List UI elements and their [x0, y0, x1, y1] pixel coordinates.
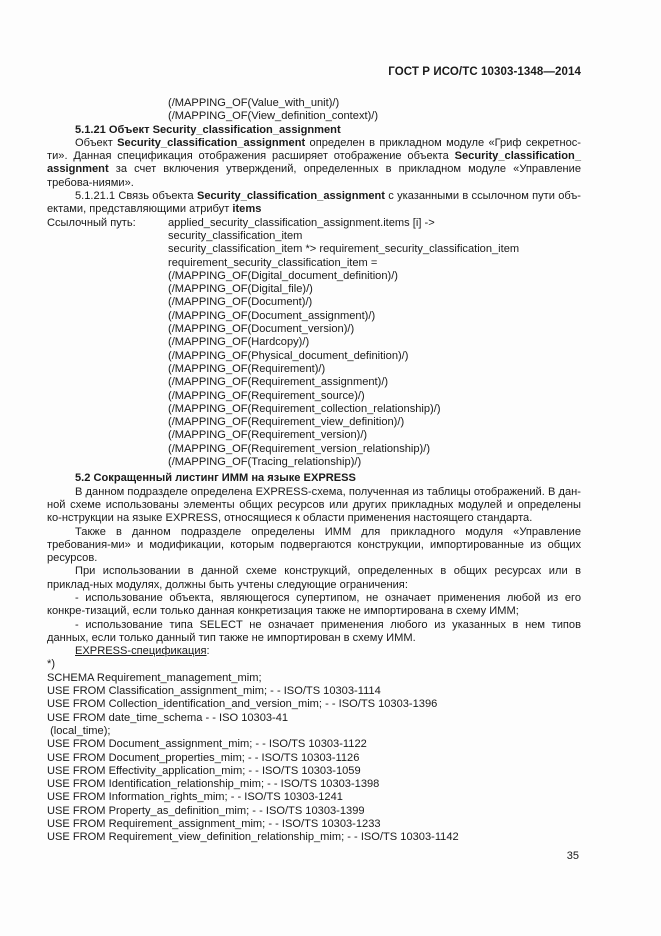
code-line: USE FROM Document_properties_mim; - - ISO/TS 10303-1126: [47, 751, 360, 764]
express-spec-label: EXPRESS-спецификация:: [75, 645, 210, 658]
path-line: (/MAPPING_OF(Requirement_view_definition)/): [168, 416, 405, 429]
paragraph: При использовании в данной схеме конструкций, определенных в общих ресурсах или в приклад-ных модулях, должны быть учтены следующие ограничения:: [47, 565, 581, 591]
path-line: (/MAPPING_OF(Requirement_version_relationship)/): [168, 442, 431, 455]
paragraph: В данном подразделе определена EXPRESS-схема, полученная из таблицы отображений. В дан-ной схеме использованы элементы общих ресурсов или других прикладных модулей и определены ко-нструкции на языке EXPRESS, относящиеся к области применения настоящего стандарта.: [47, 485, 581, 525]
code-line: *): [47, 658, 56, 671]
page-number: 35: [566, 850, 579, 862]
paragraph: Также в данном подразделе определены ИММ для прикладного модуля «Управление требования-ми» и модификации, которым подвергаются конструкции, импортированные из общих ресурсов.: [47, 525, 581, 565]
path-line: security_classification_item *> requirement_security_classification_item: [168, 243, 520, 256]
path-line: (/MAPPING_OF(Digital_document_definition)/): [168, 269, 398, 282]
mapping-line: (/MAPPING_OF(View_definition_context)/): [168, 110, 379, 123]
page-content: [47, 97, 581, 845]
path-line: (/MAPPING_OF(Requirement_collection_relationship)/): [168, 402, 441, 415]
code-line: USE FROM Classification_assignment_mim; - - ISO/TS 10303-1114: [47, 685, 381, 698]
code-line: USE FROM Requirement_view_definition_relationship_mim; - - ISO/TS 10303-1142: [47, 831, 459, 844]
path-line: security_classification_item: [168, 229, 303, 242]
standard-header: ГОСТ Р ИСО/ТС 10303-1348—2014: [388, 66, 581, 78]
code-line: USE FROM Information_rights_mim; - - ISO/TS 10303-1241: [47, 791, 343, 804]
code-line: USE FROM Effectivity_application_mim; - - ISO/TS 10303-1059: [47, 764, 361, 777]
mapping-line: (/MAPPING_OF(Value_with_unit)/): [168, 97, 340, 109]
code-line: USE FROM Document_assignment_mim; - - ISO/TS 10303-1122: [47, 738, 367, 751]
path-line: (/MAPPING_OF(Requirement)/): [168, 362, 326, 375]
reference-path: [47, 217, 581, 470]
path-line: (/MAPPING_OF(Requirement_source)/): [168, 389, 365, 402]
paragraph: - использование объекта, являющегося супертипом, не означает применения любой из его конкре-тизаций, если только данная конкретизация также не импортирована в схему ИММ;: [47, 591, 581, 618]
path-line: applied_security_classification_assignment.items [i] ->: [168, 216, 435, 229]
code-line: (local_time);: [47, 724, 111, 737]
section-heading-5-1-21: 5.1.21 Объект Security_classification_assignment: [75, 123, 341, 136]
section-heading-5-2: 5.2 Сокращенный листинг ИММ на языке EXPRESS: [75, 472, 356, 485]
code-listing: [47, 658, 581, 844]
reference-path-label: Ссылочный путь:: [47, 216, 136, 229]
path-line: (/MAPPING_OF(Tracing_relationship)/): [168, 456, 362, 469]
code-line: USE FROM Requirement_assignment_mim; - - ISO/TS 10303-1233: [47, 818, 381, 831]
path-line: requirement_security_classification_item =: [168, 256, 378, 269]
reference-path-lines: [168, 217, 581, 470]
path-line: (/MAPPING_OF(Document_version)/): [168, 323, 355, 336]
path-line: (/MAPPING_OF(Requirement_version)/): [168, 429, 368, 442]
paragraph-items-relation: 5.1.21.1 Связь объекта Security_classification_assignment с указанными в ссылочном пути объ-ектами, представляющими атрибут items: [47, 190, 581, 216]
path-line: (/MAPPING_OF(Physical_document_definition)/): [168, 349, 409, 362]
code-line: USE FROM Identification_relationship_mim; - - ISO/TS 10303-1398: [47, 778, 380, 791]
code-line: USE FROM Collection_identification_and_version_mim; - - ISO/TS 10303-1396: [47, 698, 438, 711]
path-line: (/MAPPING_OF(Document_assignment)/): [168, 309, 376, 322]
paragraph-object-definition: Объект Security_classification_assignment определен в прикладном модуле «Гриф секретнос-ти». Данная спецификация отображения расширяет отображение объекта Security_classification_ assignment за счет включения утверждений, определенных в прикладном модуле «Управление требова-ниями».: [47, 136, 582, 189]
code-line: USE FROM date_time_schema - - ISO 10303-41: [47, 711, 289, 724]
path-line: (/MAPPING_OF(Document)/): [168, 296, 313, 309]
code-line: SCHEMA Requirement_management_mim;: [47, 671, 262, 684]
path-line: (/MAPPING_OF(Digital_file)/): [168, 283, 313, 296]
code-line: USE FROM Property_as_definition_mim; - - ISO/TS 10303-1399: [47, 804, 365, 817]
path-line: (/MAPPING_OF(Requirement_assignment)/): [168, 376, 389, 389]
path-line: (/MAPPING_OF(Hardcopy)/): [168, 336, 310, 349]
paragraph: - использование типа SELECT не означает применения любого из указанных в нем типов данных, если только данный тип также не импортирован в схему ИММ.: [47, 618, 581, 644]
